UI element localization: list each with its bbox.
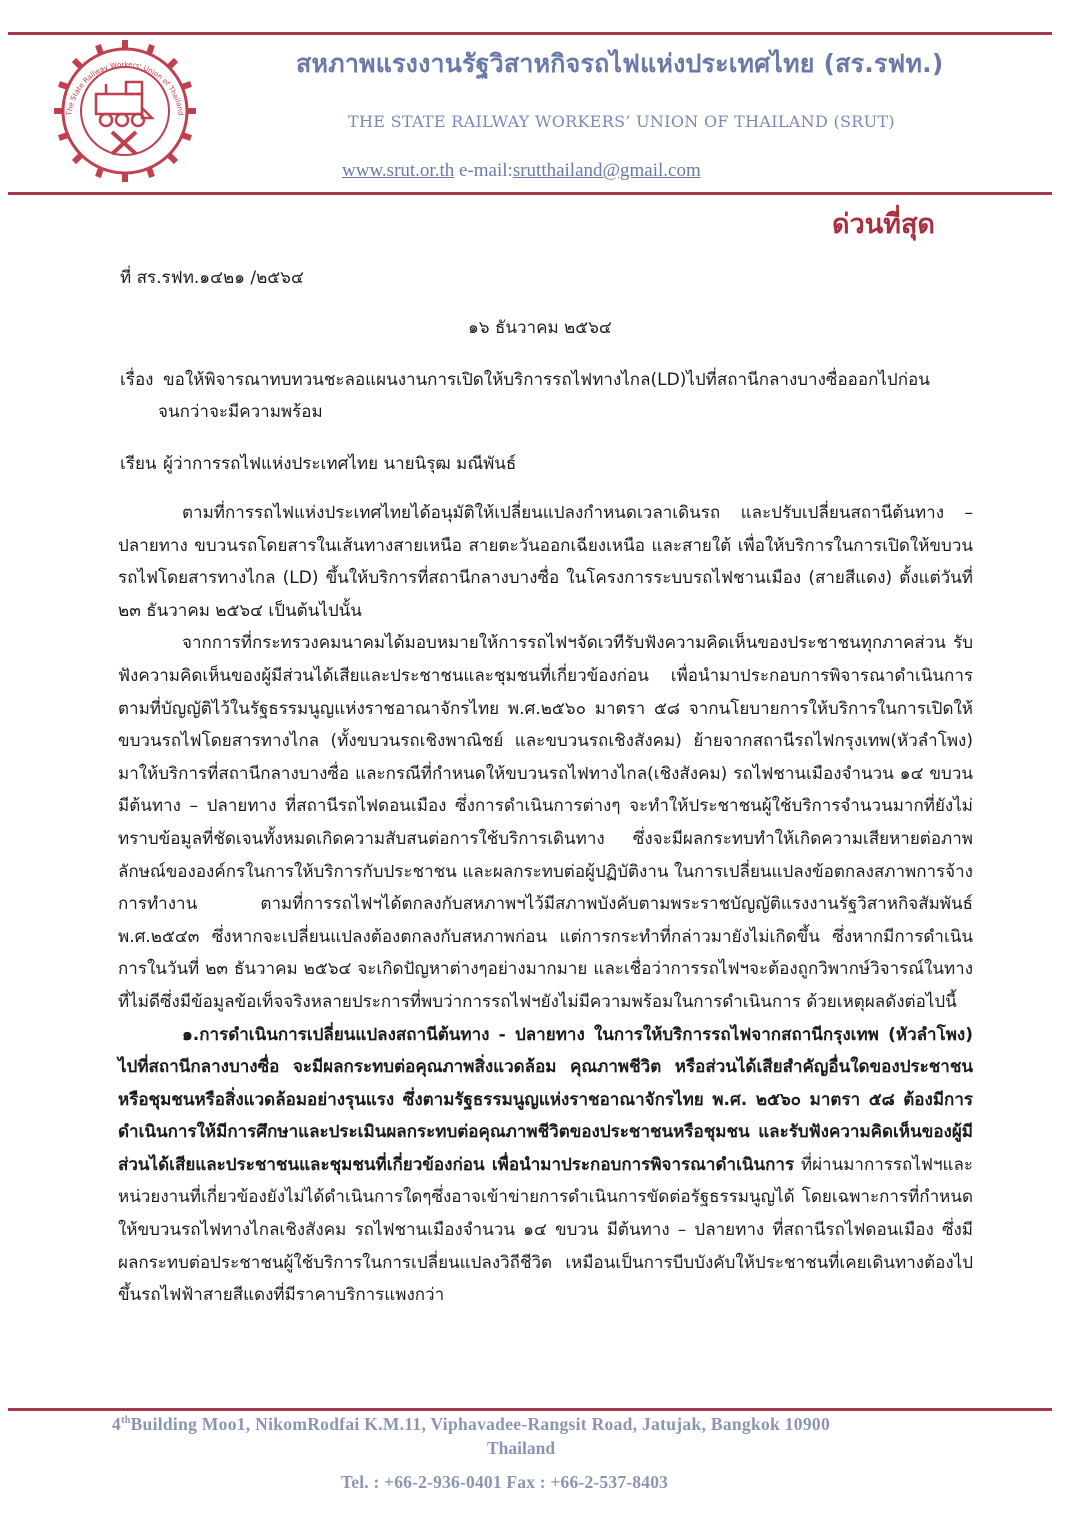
letter-body bbox=[118, 497, 973, 1312]
salutation-label: เรียน bbox=[120, 454, 157, 474]
paragraph-3-bold: ๑.การดำเนินการเปลี่ยนแปลงสถานีต้นทาง - ปลายทาง ในการให้บริการรถไฟจากสถานีกรุงเทพ (หัวลำโพง) ไปที่สถานีกลางบางซื่อ จะมีผลกระทบต่อคุณภาพสิ่งแวดล้อม คุณภาพชีวิต หรือส่วนได้เสียสำคัญอื่นใดของประชาชนหรือชุมชนหรือสิ่งแวดล้อมอย่างรุนแรง ซึ่งตามรัฐธรรมนูญแห่งราชอาณาจักรไทย พ.ศ. ๒๕๖๐ มาตรา ๕๘ ต้องมีการดำเนินการให้มีการศึกษาและประเมินผลกระทบต่อคุณภาพชีวิตของประชาชนหรือชุมชน และรับฟังความคิดเห็นของผู้มีส่วนได้เสียและประชาชนและชุมชนที่เกี่ยวข้องก่อน เพื่อนำมาประกอบการพิจารณาดำเนินการ bbox=[118, 1024, 973, 1175]
train-icon bbox=[96, 82, 152, 126]
contact-line bbox=[342, 160, 701, 182]
union-logo bbox=[50, 36, 200, 186]
paragraph-2: จากการที่กระทรวงคมนาคมได้มอบหมายให้การรถไฟฯจัดเวทีรับฟังความคิดเห็นของประชาชนทุกภาคส่วน รับฟังความคิดเห็นของผู้มีส่วนได้เสียและประชาชนและชุมชนที่เกี่ยวข้องก่อน เพื่อนำมาประกอบการพิจารณาดำเนินการ ตามที่บัญญัติไว้ในรัฐธรรมนูญแห่งราชอาณาจักรไทย พ.ศ.๒๕๖๐ มาตรา ๕๘ จากนโยบายการให้บริการในการเปิดให้ขบวนรถไฟโดยสารทางไกล (ทั้งขบวนรถเชิงพาณิชย์ และขบวนรถเชิงสังคม) ย้ายจากสถานีรถไฟกรุงเทพ(หัวลำโพง) มาให้บริการที่สถานีกลางบางซื่อ และกรณีที่กำหนดให้ขบวนรถไฟทางไกล(เชิงสังคม) รถไฟชานเมืองจำนวน ๑๔ ขบวน มีต้นทาง – ปลายทาง ที่สถานีรถไฟดอนเมือง ซึ่งการดำเนินการต่างๆ จะทำให้ประชาชนผู้ใช้บริการจำนวนมากที่ยังไม่ทราบข้อมูลที่ชัดเจนทั้งหมดเกิดความสับสนต่อการใช้บริการเดินทาง ซึ่งจะมีผลกระทบทำให้เกิดความเสียหายต่อภาพลักษณ์ขององค์กรในการให้บริการกับประชาชน และผลกระทบต่อผู้ปฏิบัติงาน ในการเปลี่ยนแปลงข้อตกลงสภาพการจ้าง การทำงาน ตามที่การรถไฟฯได้ตกลงกับสหภาพฯไว้มีสภาพบังคับตามพระราชบัญญัติแรงงานรัฐวิสาหกิจสัมพันธ์ พ.ศ.๒๕๔๓ ซึ่งหากจะเปลี่ยนแปลงต้องตกลงกับสหภาพก่อน แต่การกระทำที่กล่าวมายังไม่เกิดขึ้น ซึ่งหากมีการดำเนินการในวันที่ ๒๓ ธันวาคม ๒๕๖๔ จะเกิดปัญหาต่างๆอย่างมากมาย และเชื่อว่าการรถไฟฯจะต้องถูกวิพากษ์วิจารณ์ในทางที่ไม่ดีซึ่งมีข้อมูลข้อเท็จจริงหลายประการที่พบว่าการรถไฟฯยังไม่มีความพร้อมในการดำเนินการ ด้วยเหตุผลดังต่อไปนี้ bbox=[118, 633, 973, 1012]
paragraph-1: ตามที่การรถไฟแห่งประเทศไทยได้อนุมัติให้เปลี่ยนแปลงกำหนดเวลาเดินรถ และปรับเปลี่ยนสถานีต้นทาง – ปลายทาง ขบวนรถโดยสารในเส้นทางสายเหนือ สายตะวันออกเฉียงเหนือ และสายใต้ เพื่อให้บริการในการเปิดให้ขบวนรถไฟโดยสารทางไกล (LD) ขึ้นให้บริการที่สถานีกลางบางซื่อ ในโครงการระบบรถไฟชานเมือง (สายสีแดง) ตั้งแต่วันที่ ๒๓ ธันวาคม ๒๕๖๔ เป็นต้นไปนั้น bbox=[118, 503, 973, 621]
union-name-thai: สหภาพแรงงานรัฐวิสาหกิจรถไฟแห่งประเทศไทย (สร.รฟท.) bbox=[296, 49, 944, 78]
footer-rule bbox=[8, 1408, 1052, 1411]
salutation: ผู้ว่าการรถไฟแห่งประเทศไทย นายนิรุฒ มณีพันธ์ bbox=[163, 454, 517, 474]
paragraph-3 bbox=[118, 1019, 973, 1312]
union-name-english: THE STATE RAILWAY WORKERS’ UNION OF THAILAND (SRUT) bbox=[348, 112, 895, 131]
subject-label: เรื่อง bbox=[120, 370, 154, 390]
subject-line-1: ขอให้พิจารณาทบทวนชะลอแผนงานการเปิดให้บริการรถไฟทางไกล(LD)ไปที่สถานีกลางบางซื่อออกไปก่อน bbox=[163, 370, 930, 390]
urgency-stamp: ด่วนที่สุด bbox=[832, 209, 935, 240]
footer-address-number: 4 bbox=[112, 1414, 122, 1434]
header-top-rule bbox=[8, 32, 1052, 35]
logo-lettering: The State Railway Workers' Union of Thailand bbox=[65, 60, 185, 117]
document-date: ๑๖ ธันวาคม ๒๕๖๔ bbox=[468, 318, 612, 338]
footer-country: Thailand bbox=[487, 1438, 556, 1458]
header-bottom-rule bbox=[8, 192, 1052, 195]
footer-address-text: Building Moo1, NikomRodfai K.M.11, Viphavadee-Rangsit Road, Jatujak, Bangkok 10900 bbox=[130, 1414, 830, 1434]
subject-line-2: จนกว่าจะมีความพร้อม bbox=[158, 402, 323, 422]
crossed-hammers-icon bbox=[112, 132, 136, 154]
website-link[interactable]: www.srut.or.th bbox=[342, 160, 455, 181]
email-label: e-mail: bbox=[459, 160, 513, 181]
email-link[interactable]: srutthailand@gmail.com bbox=[512, 160, 701, 181]
document-number: ที่ สร.รฟท.๑๔๒๑ /๒๕๖๔ bbox=[120, 268, 304, 288]
footer-address-sup: th bbox=[121, 1415, 131, 1427]
paragraph-3-rest: ที่ผ่านมาการรถไฟฯและหน่วยงานที่เกี่ยวข้องยังไม่ได้ดำเนินการใดๆซึ่งอาจเข้าข่ายการดำเนินการขัดต่อรัฐธรรมนูญได้ โดยเฉพาะการที่กำหนดให้ขบวนรถไฟทางไกลเชิงสังคม รถไฟชานเมืองจำนวน ๑๔ ขบวน มีต้นทาง – ปลายทาง ที่สถานีรถไฟดอนเมือง ซึ่งมีผลกระทบต่อประชาชนผู้ใช้บริการในการเปลี่ยนแปลงวิถีชีวิต เหมือนเป็นการบีบบังคับให้ประชาชนที่เคยเดินทางต้องไปขึ้นรถไฟฟ้าสายสีแดงที่มีราคาบริการแพงกว่า bbox=[118, 1154, 973, 1306]
footer-phone: Tel. : +66-2-936-0401 Fax : +66-2-537-8403 bbox=[341, 1472, 669, 1492]
footer-address bbox=[112, 1414, 830, 1435]
